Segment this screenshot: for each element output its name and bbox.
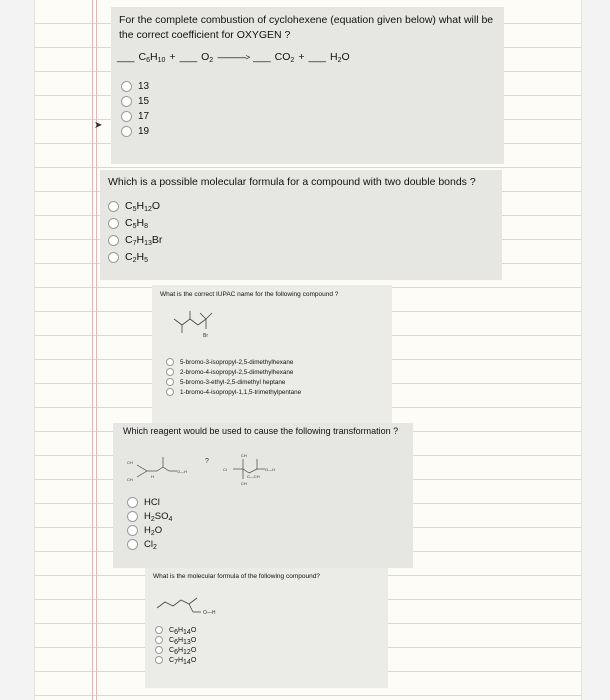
- reaction-arrow: ----------------->: [217, 53, 250, 62]
- question-5-card: [145, 568, 388, 688]
- q1-option[interactable]: 19: [121, 126, 149, 137]
- question-2-card: [100, 170, 502, 280]
- scheme-label: CH: [127, 477, 133, 482]
- radio-button[interactable]: [155, 656, 163, 664]
- blank: ___: [117, 51, 135, 63]
- scheme-label: Cl: [223, 467, 227, 472]
- radio-button[interactable]: [127, 497, 138, 508]
- radio-button[interactable]: [121, 111, 132, 122]
- q4-option[interactable]: $H_2SO_4$: [127, 511, 172, 522]
- reactant-c6h10: $C_6H_{10}$: [138, 51, 166, 64]
- product-co2: $CO_2$: [274, 51, 295, 64]
- question-2-text: Which is a possible molecular formula for a compound with two double bonds ?: [108, 176, 476, 188]
- scheme-label: ?: [205, 458, 209, 465]
- q4-reaction-scheme: [123, 445, 288, 495]
- svg-text:O—H: O—H: [203, 610, 216, 616]
- scheme-label: O—H: [177, 469, 187, 474]
- radio-button[interactable]: [166, 358, 174, 366]
- radio-button[interactable]: [121, 96, 132, 107]
- q1-option[interactable]: 17: [121, 111, 149, 122]
- q2-option[interactable]: $C_2H_5$: [108, 251, 162, 263]
- radio-button[interactable]: [127, 539, 138, 550]
- scheme-label: C—CH: [247, 474, 260, 479]
- radio-button[interactable]: [121, 126, 132, 137]
- plus-sign: +: [298, 51, 305, 63]
- q3-option[interactable]: 1-bromo-4-isopropyl-1,1,5-trimethylpentane: [166, 388, 301, 396]
- q5-option[interactable]: $C_6H_{14}O$: [155, 626, 196, 634]
- question-3-text: What is the correct IUPAC name for the following compound ?: [160, 291, 339, 298]
- q4-option[interactable]: HCl: [127, 497, 172, 508]
- q3-option[interactable]: 2-bromo-4-isopropyl-2,5-dimethylhexane: [166, 368, 301, 376]
- q5-structure: [153, 582, 263, 622]
- question-1-text: For the complete combustion of cyclohexene (equation given below) what will be the correct coefficient for OXYGEN ?: [119, 14, 494, 41]
- q3-option[interactable]: 5-bromo-3-isopropyl-2,5-dimethylhexane: [166, 358, 301, 366]
- cursor-arrow-icon: ➤: [94, 120, 103, 131]
- combustion-equation: [117, 51, 503, 63]
- reactant-o2: $O_2$: [201, 51, 214, 64]
- radio-button[interactable]: [108, 218, 119, 229]
- radio-button[interactable]: [155, 646, 163, 654]
- q5-option[interactable]: $C_6H_{13}O$: [155, 636, 196, 644]
- question-5-text: What is the molecular formula of the following compound?: [153, 573, 320, 580]
- scheme-label: CH: [241, 481, 247, 486]
- right-gutter: [581, 0, 610, 700]
- radio-button[interactable]: [121, 81, 132, 92]
- question-1-card: [111, 7, 504, 164]
- radio-button[interactable]: [166, 388, 174, 396]
- q3-option[interactable]: 5-bromo-3-ethyl-2,5-dimethyl heptane: [166, 378, 301, 386]
- q2-option[interactable]: $C_5H_{12}O$: [108, 200, 162, 212]
- blank: ___: [253, 51, 271, 63]
- radio-button[interactable]: [155, 636, 163, 644]
- blank: ___: [179, 51, 198, 63]
- q5-option[interactable]: $C_6H_{12}O$: [155, 646, 196, 654]
- radio-button[interactable]: [155, 626, 163, 634]
- scheme-label: CH: [127, 460, 133, 465]
- question-4-text: Which reagent would be used to cause the following transformation ?: [123, 426, 399, 436]
- radio-button[interactable]: [108, 235, 119, 246]
- question-4-card: [113, 423, 413, 568]
- radio-button[interactable]: [166, 368, 174, 376]
- q1-option[interactable]: 15: [121, 96, 149, 107]
- radio-button[interactable]: [166, 378, 174, 386]
- radio-button[interactable]: [108, 252, 119, 263]
- radio-button[interactable]: [127, 525, 138, 536]
- scheme-label: CH: [241, 453, 247, 458]
- product-h2o: $H_2O$: [330, 51, 350, 64]
- q2-option[interactable]: $C_5H_8$: [108, 217, 162, 229]
- left-gutter: [0, 0, 35, 700]
- question-3-card: [152, 285, 392, 423]
- q3-structure: [166, 305, 236, 345]
- blank: ___: [308, 51, 326, 63]
- margin-line: [96, 0, 97, 700]
- scheme-label: H: [151, 474, 154, 479]
- margin-line: [92, 0, 93, 700]
- svg-text:Br: Br: [203, 333, 208, 339]
- plus-sign: +: [169, 51, 176, 63]
- q4-option[interactable]: $H_2O$: [127, 525, 172, 536]
- q4-option[interactable]: $Cl_2$: [127, 539, 172, 550]
- radio-button[interactable]: [127, 511, 138, 522]
- q2-option[interactable]: $C_7H_{13}Br$: [108, 234, 162, 246]
- radio-button[interactable]: [108, 201, 119, 212]
- q1-option[interactable]: 13: [121, 81, 149, 92]
- scheme-label: O—H: [265, 467, 275, 472]
- q5-option[interactable]: $C_7H_{14}O$: [155, 656, 196, 664]
